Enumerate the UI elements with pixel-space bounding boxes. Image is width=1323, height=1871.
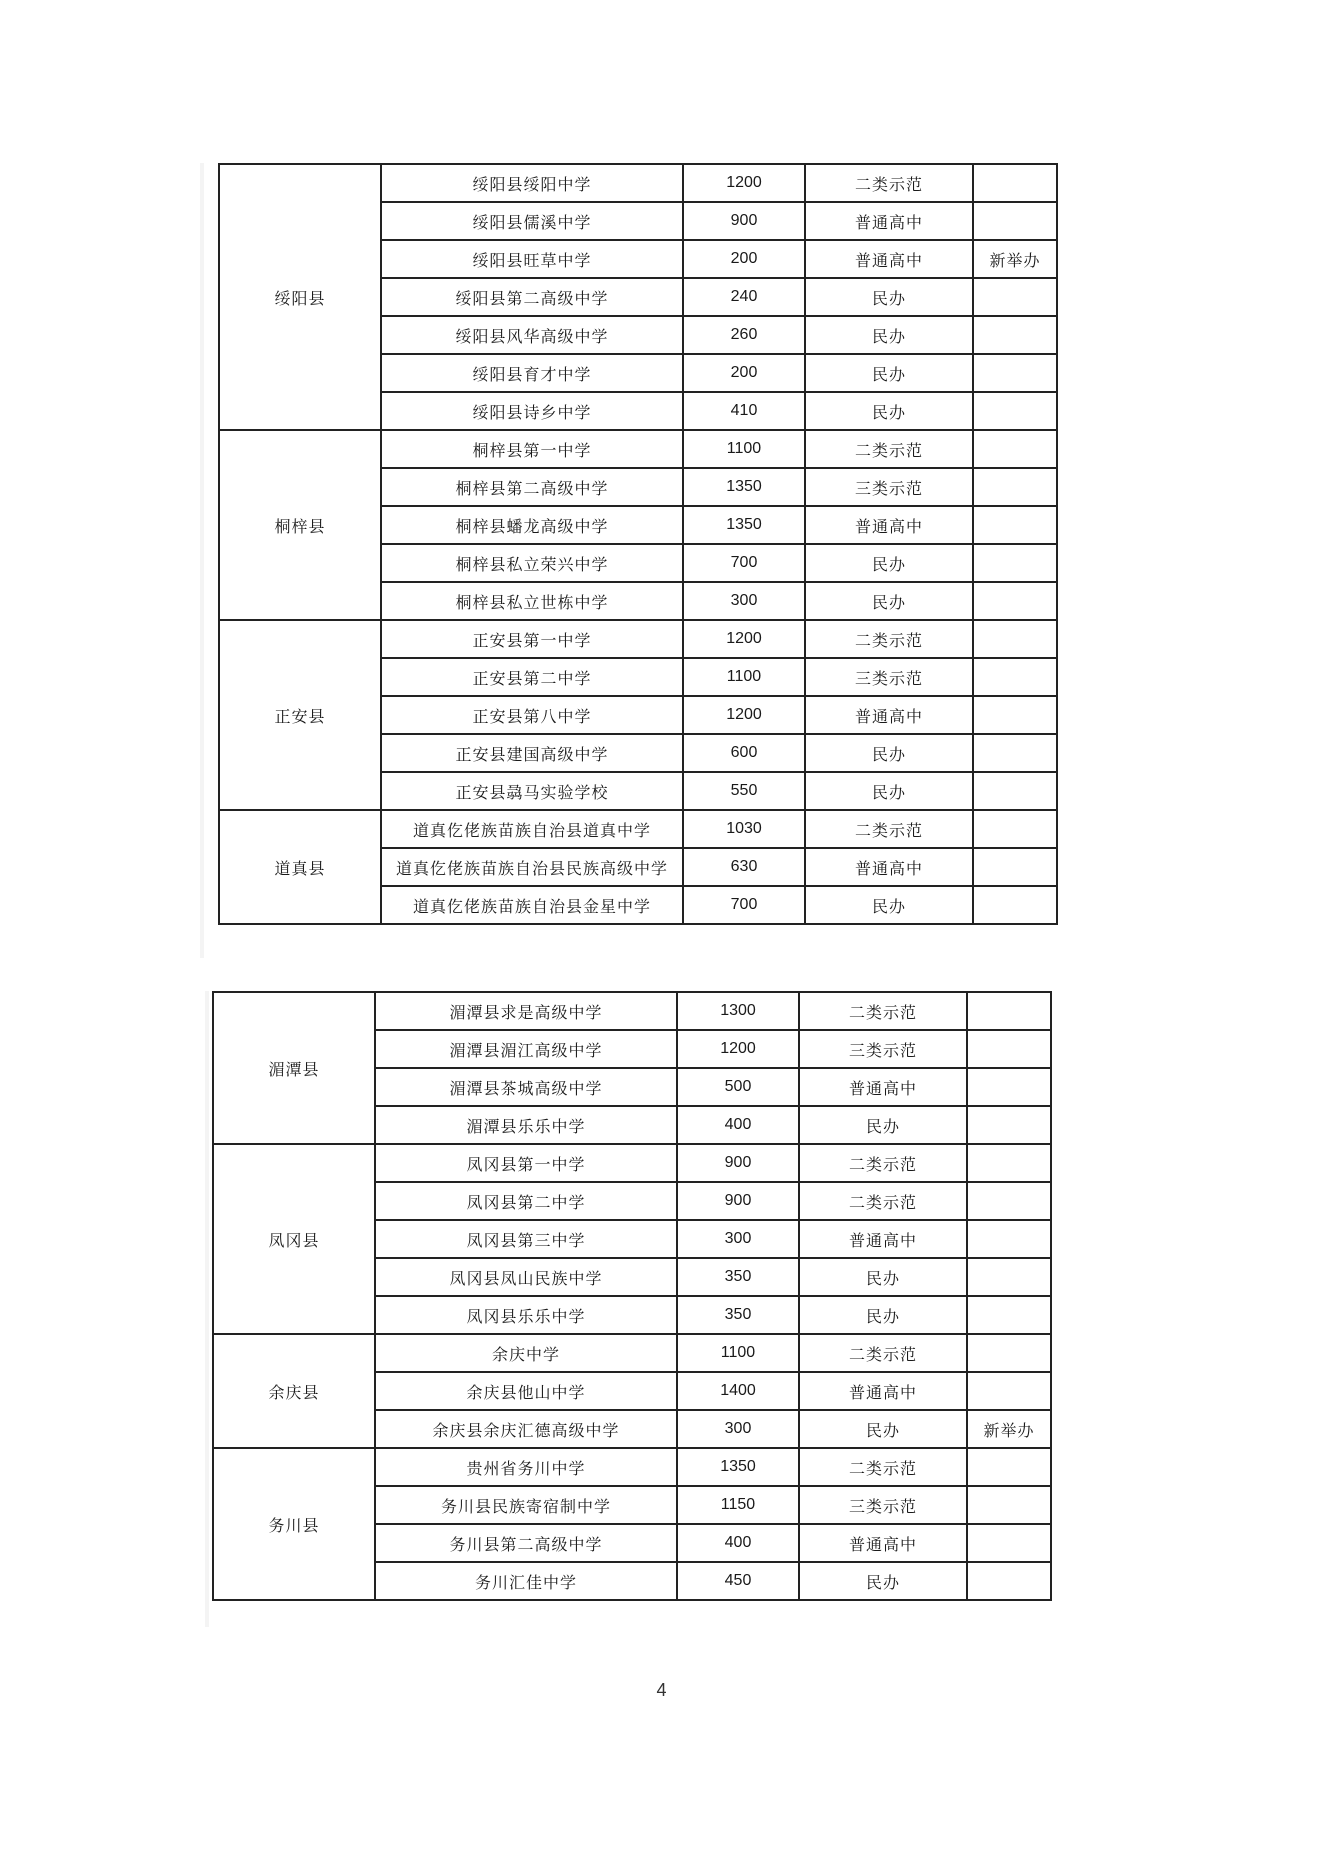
enrollment-table-2 — [212, 991, 1052, 1601]
table-row — [219, 430, 1057, 468]
county-cell: 桐梓县 — [219, 430, 381, 620]
school-name-cell: 务川县民族寄宿制中学 — [375, 1486, 677, 1524]
school-name-cell: 桐梓县私立世栋中学 — [381, 582, 683, 620]
enrollment-plan-cell: 1200 — [683, 696, 805, 734]
enrollment-plan-cell: 300 — [683, 582, 805, 620]
note-cell — [973, 164, 1057, 202]
school-type-cell: 三类示范 — [805, 468, 973, 506]
school-type-cell: 三类示范 — [799, 1030, 967, 1068]
enrollment-plan-cell: 1100 — [683, 658, 805, 696]
note-cell — [973, 202, 1057, 240]
enrollment-plan-cell: 1200 — [683, 164, 805, 202]
scan-shadow — [205, 991, 209, 1627]
school-type-cell: 二类示范 — [805, 810, 973, 848]
enrollment-plan-cell: 500 — [677, 1068, 799, 1106]
school-type-cell: 普通高中 — [805, 506, 973, 544]
enrollment-plan-cell: 1350 — [683, 506, 805, 544]
enrollment-plan-cell: 200 — [683, 354, 805, 392]
note-cell — [973, 392, 1057, 430]
note-cell — [967, 1258, 1051, 1296]
note-cell: 新举办 — [973, 240, 1057, 278]
enrollment-plan-cell: 900 — [677, 1144, 799, 1182]
school-name-cell: 绥阳县儒溪中学 — [381, 202, 683, 240]
school-type-cell: 二类示范 — [799, 992, 967, 1030]
school-name-cell: 湄潭县求是高级中学 — [375, 992, 677, 1030]
note-cell — [973, 316, 1057, 354]
school-type-cell: 民办 — [805, 544, 973, 582]
note-cell — [967, 1334, 1051, 1372]
table-row — [213, 1448, 1051, 1486]
school-type-cell: 普通高中 — [799, 1220, 967, 1258]
enrollment-plan-cell: 630 — [683, 848, 805, 886]
school-name-cell: 凤冈县第一中学 — [375, 1144, 677, 1182]
table-row — [219, 810, 1057, 848]
school-type-cell: 普通高中 — [805, 696, 973, 734]
enrollment-plan-cell: 350 — [677, 1296, 799, 1334]
county-cell: 湄潭县 — [213, 992, 375, 1144]
school-name-cell: 桐梓县蟠龙高级中学 — [381, 506, 683, 544]
enrollment-plan-cell: 400 — [677, 1524, 799, 1562]
school-type-cell: 民办 — [805, 278, 973, 316]
table-row — [219, 620, 1057, 658]
school-name-cell: 正安县骉马实验学校 — [381, 772, 683, 810]
school-name-cell: 绥阳县风华高级中学 — [381, 316, 683, 354]
school-type-cell: 普通高中 — [805, 202, 973, 240]
note-cell — [967, 1068, 1051, 1106]
note-cell — [967, 1448, 1051, 1486]
school-type-cell: 民办 — [805, 392, 973, 430]
note-cell — [973, 696, 1057, 734]
school-type-cell: 民办 — [805, 886, 973, 924]
school-name-cell: 桐梓县第二高级中学 — [381, 468, 683, 506]
enrollment-plan-cell: 1100 — [683, 430, 805, 468]
school-name-cell: 桐梓县第一中学 — [381, 430, 683, 468]
school-name-cell: 凤冈县乐乐中学 — [375, 1296, 677, 1334]
enrollment-plan-cell: 900 — [683, 202, 805, 240]
note-cell — [967, 1562, 1051, 1600]
note-cell — [973, 810, 1057, 848]
school-type-cell: 民办 — [805, 354, 973, 392]
school-type-cell: 民办 — [805, 316, 973, 354]
school-type-cell: 民办 — [799, 1106, 967, 1144]
school-type-cell: 民办 — [805, 582, 973, 620]
school-type-cell: 民办 — [799, 1296, 967, 1334]
school-name-cell: 余庆县余庆汇德高级中学 — [375, 1410, 677, 1448]
note-cell — [967, 1486, 1051, 1524]
school-type-cell: 二类示范 — [805, 430, 973, 468]
enrollment-plan-cell: 550 — [683, 772, 805, 810]
note-cell — [973, 506, 1057, 544]
school-type-cell: 二类示范 — [799, 1448, 967, 1486]
enrollment-plan-cell: 350 — [677, 1258, 799, 1296]
enrollment-plan-cell: 900 — [677, 1182, 799, 1220]
enrollment-plan-cell: 700 — [683, 886, 805, 924]
school-name-cell: 贵州省务川中学 — [375, 1448, 677, 1486]
enrollment-plan-cell: 410 — [683, 392, 805, 430]
school-type-cell: 二类示范 — [799, 1182, 967, 1220]
school-type-cell: 普通高中 — [799, 1372, 967, 1410]
school-type-cell: 民办 — [805, 734, 973, 772]
note-cell — [973, 848, 1057, 886]
school-name-cell: 正安县第八中学 — [381, 696, 683, 734]
school-name-cell: 务川汇佳中学 — [375, 1562, 677, 1600]
school-name-cell: 道真仡佬族苗族自治县金星中学 — [381, 886, 683, 924]
note-cell — [973, 582, 1057, 620]
enrollment-plan-cell: 1200 — [677, 1030, 799, 1068]
note-cell — [973, 772, 1057, 810]
school-name-cell: 湄潭县乐乐中学 — [375, 1106, 677, 1144]
note-cell: 新举办 — [967, 1410, 1051, 1448]
enrollment-plan-cell: 700 — [683, 544, 805, 582]
school-type-cell: 三类示范 — [799, 1486, 967, 1524]
enrollment-plan-cell: 300 — [677, 1220, 799, 1258]
school-name-cell: 湄潭县茶城高级中学 — [375, 1068, 677, 1106]
county-cell: 余庆县 — [213, 1334, 375, 1448]
note-cell — [973, 278, 1057, 316]
enrollment-plan-cell: 1030 — [683, 810, 805, 848]
enrollment-plan-cell: 1200 — [683, 620, 805, 658]
note-cell — [967, 1372, 1051, 1410]
school-name-cell: 湄潭县湄江高级中学 — [375, 1030, 677, 1068]
table-row — [213, 1144, 1051, 1182]
school-name-cell: 绥阳县第二高级中学 — [381, 278, 683, 316]
enrollment-plan-cell: 240 — [683, 278, 805, 316]
enrollment-plan-cell: 1300 — [677, 992, 799, 1030]
school-type-cell: 二类示范 — [799, 1144, 967, 1182]
note-cell — [967, 1182, 1051, 1220]
school-name-cell: 绥阳县旺草中学 — [381, 240, 683, 278]
note-cell — [973, 354, 1057, 392]
school-name-cell: 凤冈县第二中学 — [375, 1182, 677, 1220]
note-cell — [973, 886, 1057, 924]
note-cell — [973, 734, 1057, 772]
enrollment-plan-cell: 400 — [677, 1106, 799, 1144]
note-cell — [967, 1220, 1051, 1258]
county-cell: 凤冈县 — [213, 1144, 375, 1334]
school-type-cell: 二类示范 — [805, 620, 973, 658]
enrollment-plan-cell: 300 — [677, 1410, 799, 1448]
school-type-cell: 二类示范 — [799, 1334, 967, 1372]
school-type-cell: 二类示范 — [805, 164, 973, 202]
enrollment-plan-cell: 600 — [683, 734, 805, 772]
school-type-cell: 民办 — [799, 1410, 967, 1448]
school-name-cell: 务川县第二高级中学 — [375, 1524, 677, 1562]
school-name-cell: 道真仡佬族苗族自治县民族高级中学 — [381, 848, 683, 886]
enrollment-plan-cell: 450 — [677, 1562, 799, 1600]
note-cell — [973, 544, 1057, 582]
county-cell: 绥阳县 — [219, 164, 381, 430]
note-cell — [973, 658, 1057, 696]
enrollment-plan-cell: 1150 — [677, 1486, 799, 1524]
enrollment-plan-cell: 1350 — [677, 1448, 799, 1486]
note-cell — [973, 620, 1057, 658]
note-cell — [967, 1144, 1051, 1182]
enrollment-plan-cell: 1100 — [677, 1334, 799, 1372]
school-name-cell: 道真仡佬族苗族自治县道真中学 — [381, 810, 683, 848]
page-number: 4 — [656, 1680, 667, 1700]
school-name-cell: 绥阳县诗乡中学 — [381, 392, 683, 430]
school-type-cell: 民办 — [799, 1562, 967, 1600]
school-name-cell: 正安县第一中学 — [381, 620, 683, 658]
note-cell — [967, 1030, 1051, 1068]
school-type-cell: 普通高中 — [805, 240, 973, 278]
note-cell — [967, 1524, 1051, 1562]
school-type-cell: 民办 — [799, 1258, 967, 1296]
table-row — [213, 992, 1051, 1030]
enrollment-table-1 — [218, 163, 1058, 925]
note-cell — [967, 992, 1051, 1030]
school-name-cell: 余庆县他山中学 — [375, 1372, 677, 1410]
note-cell — [973, 430, 1057, 468]
county-cell: 务川县 — [213, 1448, 375, 1600]
school-type-cell: 普通高中 — [799, 1524, 967, 1562]
school-type-cell: 三类示范 — [805, 658, 973, 696]
school-type-cell: 普通高中 — [805, 848, 973, 886]
scan-shadow — [200, 163, 204, 958]
school-name-cell: 正安县第二中学 — [381, 658, 683, 696]
school-type-cell: 民办 — [805, 772, 973, 810]
enrollment-plan-cell: 200 — [683, 240, 805, 278]
school-name-cell: 凤冈县第三中学 — [375, 1220, 677, 1258]
county-cell: 正安县 — [219, 620, 381, 810]
school-name-cell: 绥阳县育才中学 — [381, 354, 683, 392]
school-name-cell: 桐梓县私立荣兴中学 — [381, 544, 683, 582]
table-row — [213, 1334, 1051, 1372]
school-name-cell: 正安县建国高级中学 — [381, 734, 683, 772]
school-name-cell: 余庆中学 — [375, 1334, 677, 1372]
note-cell — [973, 468, 1057, 506]
enrollment-plan-cell: 260 — [683, 316, 805, 354]
school-type-cell: 普通高中 — [799, 1068, 967, 1106]
enrollment-plan-cell: 1400 — [677, 1372, 799, 1410]
county-cell: 道真县 — [219, 810, 381, 924]
table-row — [219, 164, 1057, 202]
school-name-cell: 凤冈县凤山民族中学 — [375, 1258, 677, 1296]
note-cell — [967, 1106, 1051, 1144]
note-cell — [967, 1296, 1051, 1334]
school-name-cell: 绥阳县绥阳中学 — [381, 164, 683, 202]
enrollment-plan-cell: 1350 — [683, 468, 805, 506]
